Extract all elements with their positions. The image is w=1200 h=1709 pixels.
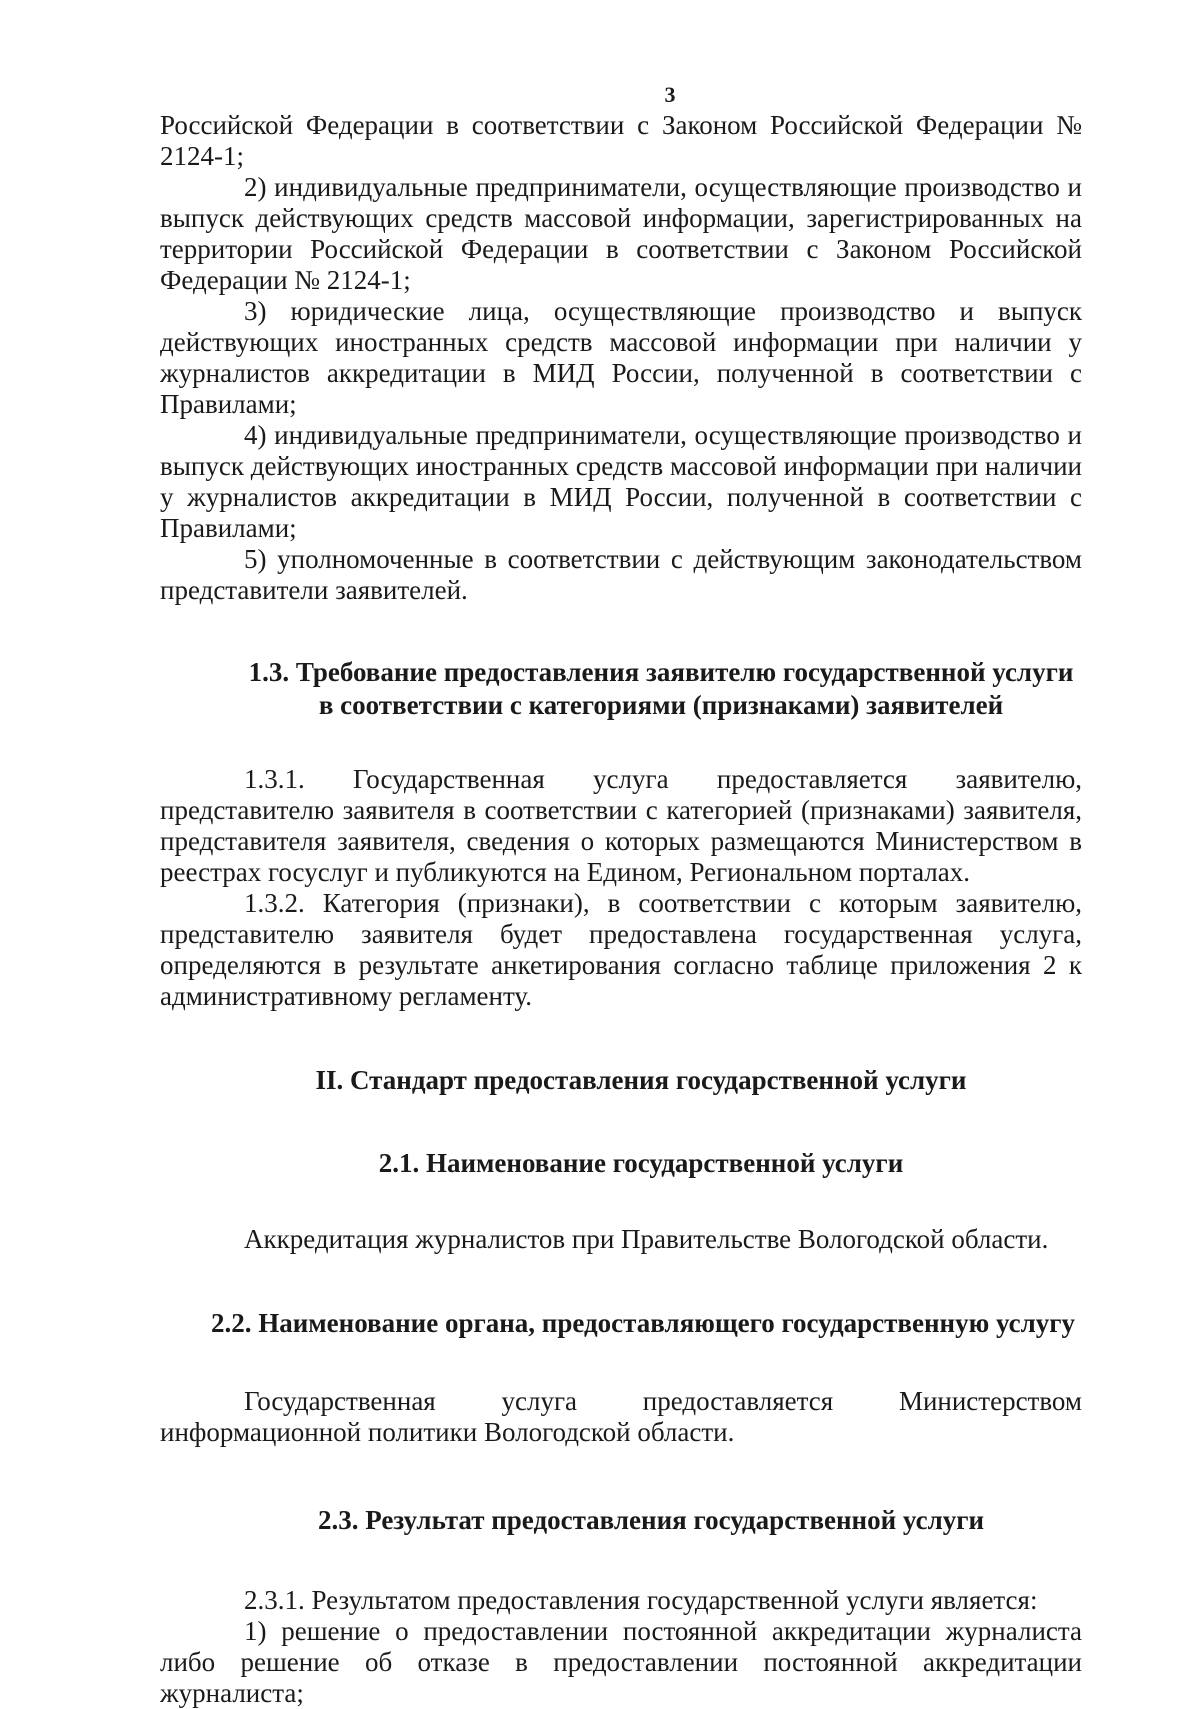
provider-text: Государственная услуга предоставляется Министерством информационной политики Вологодской области. [160, 1386, 1082, 1447]
section-2-3-heading: 2.3. Результат предоставления государственной услуги [317, 1505, 985, 1535]
list-item-4: 4) индивидуальные предприниматели, осуществляющие производство и выпуск действующих иностранных средств массовой информации при наличии у журналистов аккредитации в МИД России, полученной в соответствии с Правилами; [160, 420, 1082, 543]
list-item-5: 5) уполномоченные в соответствии с действующим законодательством представители заявителей. [160, 544, 1082, 605]
paragraph-continuation: Российской Федерации в соответствии с Законом Российской Федерации № 2124-1; [160, 110, 1082, 171]
service-name-text: Аккредитация журналистов при Правительстве Вологодской области. [244, 1224, 1049, 1254]
list-item-3: 3) юридические лица, осуществляющие производство и выпуск действующих иностранных средств массовой информации при наличии у журналистов аккредитации в МИД России, полученной в соответствии с Правилами; [160, 296, 1082, 419]
list-item-2: 2) индивидуальные предприниматели, осуществляющие производство и выпуск действующих средств массовой информации, зарегистрированных на территории Российской Федерации в соответствии с Законом Российской Федерации № 2124-1; [160, 172, 1082, 295]
section-2-heading: II. Стандарт предоставления государственной услуги [315, 1065, 967, 1095]
paragraph-1-3-2: 1.3.2. Категория (признаки), в соответствии с которым заявителю, представителю заявителя будет предоставлена государственная услуга, определяются в результате анкетирования согласно таблице приложения 2 к административному регламенту. [160, 888, 1082, 1011]
page-number: 3 [664, 82, 676, 107]
list-item-result-1: 1) решение о предоставлении постоянной аккредитации журналиста либо решение об отказе в предоставлении постоянной аккредитации журналиста; [160, 1616, 1082, 1708]
section-2-2-heading: 2.2. Наименование органа, предоставляющего государственную услугу [210, 1308, 1076, 1338]
section-2-1-heading: 2.1. Наименование государственной услуги [378, 1148, 904, 1178]
paragraph-2-3-1: 2.3.1. Результатом предоставления государственной услуги является: [244, 1585, 1038, 1615]
paragraph-1-3-1: 1.3.1. Государственная услуга предоставляется заявителю, представителю заявителя в соответствии с категорией (признаками) заявителя, представителя заявителя, сведения о которых размещаются Министерством в реестрах госуслуг и публикуются на Едином, Региональном порталах. [160, 764, 1082, 887]
section-1-3-heading: 1.3. Требование предоставления заявителю государственной услуги в соответствии с категориями (признаками) заявителей [248, 657, 1074, 720]
